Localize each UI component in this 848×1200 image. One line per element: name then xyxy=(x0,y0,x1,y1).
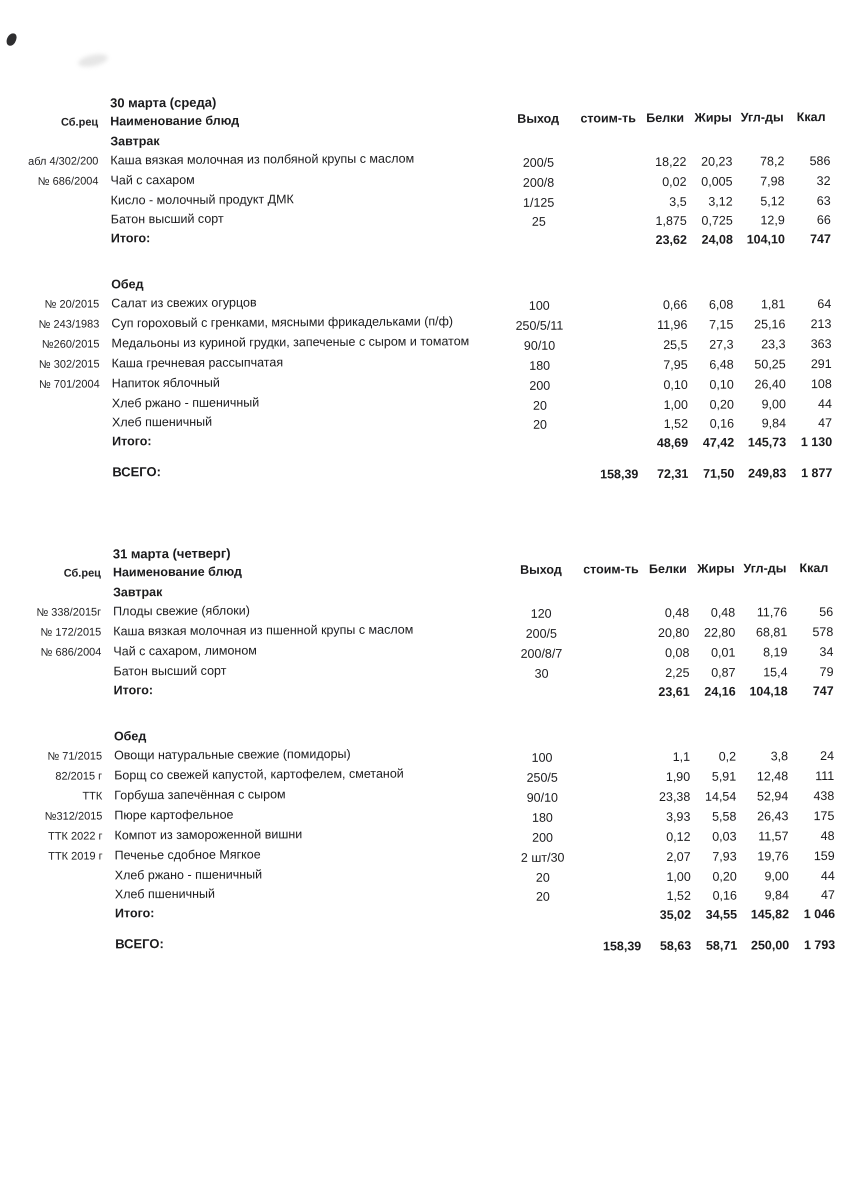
carb-value: 68,81 xyxy=(755,625,788,640)
protein-value: 1,52 xyxy=(666,888,691,903)
recipe-ref: ТТК xyxy=(82,790,103,803)
subtotal-carb: 104,18 xyxy=(749,684,788,699)
fat-value: 6,48 xyxy=(709,357,734,372)
col-header-fat: Жиры xyxy=(694,110,732,125)
subtotal-kcal: 1 130 xyxy=(800,434,833,450)
kcal-value: 48 xyxy=(820,828,835,844)
protein-value: 1,1 xyxy=(672,749,691,764)
col-header-kcal: Ккал xyxy=(799,560,829,576)
carb-value: 50,25 xyxy=(754,357,786,372)
meal-section-title: Обед xyxy=(111,277,144,292)
recipe-ref: абл 4/302/200 xyxy=(28,155,99,168)
recipe-ref xyxy=(13,879,113,880)
fat-value: 7,15 xyxy=(709,317,734,332)
kcal-value: 64 xyxy=(817,296,832,312)
grand-total-row xyxy=(10,458,842,483)
meal-section-title: Обед xyxy=(113,729,147,744)
subtotal-fat: 24,16 xyxy=(704,684,736,699)
carb-value: 9,00 xyxy=(764,869,789,884)
dish-name: Каша вязкая молочная из полбяной крупы с маслом xyxy=(110,151,415,168)
carb-value: 11,76 xyxy=(756,605,788,620)
recipe-ref: № 338/2015г xyxy=(36,606,102,619)
kcal-value: 79 xyxy=(819,664,834,680)
portion-value: 25 xyxy=(531,214,546,229)
col-header-cost: стоим-ть xyxy=(583,562,639,577)
subtotal-label: Итого: xyxy=(110,231,151,246)
portion-value: 200/8/7 xyxy=(520,646,563,661)
portion-value: 20 xyxy=(532,398,547,413)
recipe-ref: № 243/1983 xyxy=(38,318,100,331)
dish-name: Хлеб ржано - пшеничный xyxy=(111,395,260,411)
grand-total-row xyxy=(13,930,845,955)
day-spacer xyxy=(10,478,842,545)
recipe-ref: №260/2015 xyxy=(41,338,100,351)
dish-name: Салат из свежих огурцов xyxy=(111,295,257,311)
dish-name: Батон высший сорт xyxy=(113,663,227,679)
carb-value: 9,84 xyxy=(764,888,789,903)
portion-value: 200/5 xyxy=(522,155,555,170)
day-date: 30 марта (среда) xyxy=(110,94,217,111)
recipe-ref: ТТК 2019 г xyxy=(48,850,103,863)
fat-value: 7,93 xyxy=(712,849,737,864)
fat-value: 5,91 xyxy=(711,769,737,784)
dish-name: Печенье сдобное Мягкое xyxy=(114,847,261,863)
subtotal-protein: 35,02 xyxy=(659,907,692,923)
protein-value: 1,52 xyxy=(663,416,689,432)
protein-value: 0,48 xyxy=(664,605,690,620)
protein-value: 1,90 xyxy=(665,769,691,784)
carb-value: 52,94 xyxy=(756,789,789,804)
portion-value: 90/10 xyxy=(523,338,556,353)
col-header-kcal: Ккал xyxy=(796,110,826,125)
subtotal-protein: 48,69 xyxy=(656,435,689,451)
kcal-value: 56 xyxy=(819,604,834,620)
col-header-out: Выход xyxy=(519,562,562,577)
spacer-cell xyxy=(9,242,109,243)
portion-value: 180 xyxy=(531,810,553,825)
spacer-cell xyxy=(12,694,112,695)
scan-artifact xyxy=(5,32,18,47)
col-header-carb: Угл-ды xyxy=(743,561,787,576)
scan-smudge xyxy=(77,52,109,69)
protein-value: 25,5 xyxy=(663,337,688,353)
spacer-cell xyxy=(8,145,108,146)
spacer-cell xyxy=(13,948,113,949)
menu-day xyxy=(11,540,845,955)
subtotal-carb: 145,73 xyxy=(747,435,787,450)
portion-value: 90/10 xyxy=(526,790,558,805)
recipe-ref: №312/2015 xyxy=(44,810,103,823)
portion-value: 20 xyxy=(533,417,548,432)
fat-value: 27,3 xyxy=(709,337,734,352)
kcal-value: 578 xyxy=(812,624,834,640)
col-header-name: Наименование блюд xyxy=(110,113,240,129)
protein-value: 3,5 xyxy=(669,194,687,209)
carb-value: 1,81 xyxy=(760,297,786,312)
carb-value: 26,40 xyxy=(754,377,786,392)
kcal-value: 66 xyxy=(816,212,831,228)
portion-value: 200 xyxy=(532,830,554,845)
spacer-cell xyxy=(13,917,113,918)
kcal-value: 175 xyxy=(813,808,835,824)
spacer-cell xyxy=(11,596,111,597)
protein-value: 0,66 xyxy=(662,297,688,313)
recipe-ref xyxy=(10,426,110,427)
subtotal-carb: 104,10 xyxy=(746,232,785,247)
dish-name: Каша вязкая молочная из пшенной крупы с маслом xyxy=(113,622,414,639)
fat-value: 0,01 xyxy=(711,645,736,660)
portion-value: 180 xyxy=(529,358,551,373)
kcal-value: 438 xyxy=(813,788,835,804)
dish-name: Компот из замороженной вишни xyxy=(114,827,303,843)
spacer-cell xyxy=(8,107,108,108)
fat-value: 0,03 xyxy=(712,829,737,844)
kcal-value: 44 xyxy=(817,396,832,412)
protein-value: 0,12 xyxy=(666,829,691,844)
col-header-ref: Сб.рец xyxy=(60,116,99,129)
carb-value: 8,19 xyxy=(763,645,788,660)
fat-value: 0,20 xyxy=(709,397,734,412)
recipe-ref xyxy=(12,675,112,676)
dish-name: Кисло - молочный продукт ДМК xyxy=(110,192,294,208)
spacer-cell xyxy=(9,288,109,289)
protein-value: 23,38 xyxy=(658,789,691,805)
kcal-value: 586 xyxy=(809,153,831,169)
protein-value: 0,10 xyxy=(663,377,688,393)
protein-value: 7,95 xyxy=(663,357,688,373)
subtotal-fat: 24,08 xyxy=(701,232,733,247)
portion-value: 20 xyxy=(535,889,550,904)
portion-value: 250/5 xyxy=(526,770,558,785)
kcal-value: 363 xyxy=(810,336,832,352)
grand-total-cost: 158,39 xyxy=(602,939,642,954)
portion-value: 200/8 xyxy=(522,175,555,190)
carb-value: 12,48 xyxy=(756,769,789,784)
portion-value: 250/5/11 xyxy=(515,318,564,333)
fat-value: 0,10 xyxy=(709,377,734,392)
carb-value: 78,2 xyxy=(760,154,785,169)
grand-total-protein: 58,63 xyxy=(659,938,692,954)
recipe-ref: № 302/2015 xyxy=(38,358,100,371)
menu-table xyxy=(8,89,845,955)
table-row xyxy=(8,147,840,172)
fat-value: 22,80 xyxy=(703,625,736,640)
protein-value: 1,00 xyxy=(663,397,688,413)
kcal-value: 63 xyxy=(816,193,831,209)
recipe-ref: 82/2015 г xyxy=(55,770,103,783)
dish-name: Хлеб ржано - пшеничный xyxy=(114,867,263,883)
kcal-value: 44 xyxy=(820,868,835,884)
portion-value: 30 xyxy=(534,666,549,681)
col-header-protein: Белки xyxy=(648,561,687,577)
grand-total-fat: 71,50 xyxy=(703,466,735,481)
day-date: 31 марта (четверг) xyxy=(112,545,231,562)
recipe-ref: № 686/2004 xyxy=(40,646,102,659)
table-row xyxy=(11,598,843,623)
dish-name: Напиток яблочный xyxy=(111,375,220,391)
dish-name: Чай с сахаром, лимоном xyxy=(113,643,257,659)
fat-value: 3,12 xyxy=(708,194,733,209)
grand-total-protein: 72,31 xyxy=(657,466,689,482)
spacer-cell xyxy=(10,476,110,477)
spacer-cell xyxy=(10,445,110,446)
dish-name: Батон высший сорт xyxy=(110,211,224,227)
recipe-ref xyxy=(9,223,109,224)
dish-name: Пюре картофельное xyxy=(114,807,234,823)
protein-value: 11,96 xyxy=(657,317,688,333)
col-header-out: Выход xyxy=(517,111,560,126)
kcal-value: 32 xyxy=(816,173,831,189)
grand-total-label: ВСЕГО: xyxy=(115,936,164,952)
fat-value: 14,54 xyxy=(704,789,737,804)
protein-value: 0,08 xyxy=(665,645,690,660)
fat-value: 0,2 xyxy=(718,749,737,764)
dish-name: Хлеб пшеничный xyxy=(114,886,216,902)
dish-name: Плоды свежие (яблоки) xyxy=(113,603,250,619)
subtotal-kcal: 747 xyxy=(812,683,834,699)
subtotal-protein: 23,62 xyxy=(655,232,687,248)
fat-value: 20,23 xyxy=(701,154,733,169)
kcal-value: 47 xyxy=(818,415,833,431)
kcal-value: 111 xyxy=(815,768,835,784)
fat-value: 0,48 xyxy=(710,605,736,620)
portion-value: 100 xyxy=(528,298,550,313)
portion-value: 100 xyxy=(531,750,553,765)
kcal-value: 213 xyxy=(810,316,832,332)
portion-value: 200 xyxy=(529,378,551,393)
col-header-fat: Жиры xyxy=(697,561,735,576)
dish-name: Чай с сахаром xyxy=(110,172,195,188)
grand-total-cost: 158,39 xyxy=(600,467,639,482)
spacer-cell xyxy=(12,740,112,741)
table-row xyxy=(12,742,844,767)
carb-value: 9,00 xyxy=(761,397,786,412)
dish-name: Овощи натуральные свежие (помидоры) xyxy=(113,746,351,763)
fat-value: 6,08 xyxy=(708,297,734,312)
kcal-value: 159 xyxy=(813,848,835,864)
protein-value: 3,93 xyxy=(666,809,691,824)
meal-section-title: Завтрак xyxy=(110,134,160,149)
subtotal-protein: 23,61 xyxy=(658,684,690,700)
protein-value: 0,02 xyxy=(662,174,687,190)
portion-value: 1/125 xyxy=(522,195,555,210)
grand-total-kcal: 1 877 xyxy=(801,465,833,481)
grand-total-fat: 58,71 xyxy=(705,938,738,953)
protein-value: 18,22 xyxy=(655,154,687,170)
grand-total-carb: 250,00 xyxy=(750,938,790,953)
kcal-value: 291 xyxy=(810,356,832,372)
dish-name: Борщ со свежей капустой, картофелем, сметаной xyxy=(114,766,404,783)
portion-value: 120 xyxy=(530,606,552,621)
subtotal-kcal: 747 xyxy=(809,231,831,247)
dish-name: Каша гречневая рассыпчатая xyxy=(111,355,284,371)
carb-value: 19,76 xyxy=(757,849,789,864)
carb-value: 5,12 xyxy=(760,194,785,209)
fat-value: 5,58 xyxy=(712,809,737,824)
fat-value: 0,20 xyxy=(712,869,737,884)
carb-value: 25,16 xyxy=(754,317,786,332)
carb-value: 26,43 xyxy=(757,809,789,824)
col-header-name: Наименование блюд xyxy=(112,564,242,580)
subtotal-carb: 145,82 xyxy=(750,907,790,922)
carb-value: 7,98 xyxy=(760,174,785,189)
table-row xyxy=(9,290,841,315)
col-header-carb: Угл-ды xyxy=(740,110,784,125)
recipe-ref: № 20/2015 xyxy=(44,298,100,311)
kcal-value: 47 xyxy=(820,887,835,903)
protein-value: 1,00 xyxy=(666,869,691,884)
dish-name: Медальоны из куриной грудки, запеченые с сыром и томатом xyxy=(111,334,470,351)
meal-section-title: Завтрак xyxy=(113,585,163,600)
recipe-ref: № 71/2015 xyxy=(47,750,103,763)
fat-value: 0,16 xyxy=(709,416,735,431)
fat-value: 0,87 xyxy=(711,665,736,680)
fat-value: 0,005 xyxy=(701,174,733,189)
portion-value: 200/5 xyxy=(525,626,557,641)
carb-value: 23,3 xyxy=(761,337,786,352)
subtotal-label: Итого: xyxy=(112,434,152,449)
carb-value: 9,84 xyxy=(761,416,787,431)
grand-total-carb: 249,83 xyxy=(748,466,787,481)
protein-value: 20,80 xyxy=(657,625,690,641)
protein-value: 2,07 xyxy=(666,849,691,864)
protein-value: 2,25 xyxy=(665,665,690,680)
recipe-ref xyxy=(10,407,110,408)
recipe-ref xyxy=(13,898,113,899)
carb-value: 3,8 xyxy=(770,749,789,764)
dish-name: Суп гороховый с гренками, мясными фрикадельками (п/ф) xyxy=(111,314,454,331)
portion-value: 20 xyxy=(535,870,550,885)
col-header-protein: Белки xyxy=(646,110,685,126)
carb-value: 11,57 xyxy=(758,829,789,844)
subtotal-fat: 34,55 xyxy=(705,907,738,922)
recipe-ref: № 172/2015 xyxy=(40,626,102,639)
grand-total-kcal: 1 793 xyxy=(803,937,836,953)
subtotal-label: Итого: xyxy=(113,683,154,698)
col-header-cost: стоим-ть xyxy=(580,111,636,126)
recipe-ref: № 701/2004 xyxy=(38,378,100,391)
protein-value: 1,875 xyxy=(655,213,687,229)
kcal-value: 108 xyxy=(810,376,832,392)
subtotal-kcal: 1 046 xyxy=(803,906,836,922)
dish-name: Горбуша запечённая с сыром xyxy=(114,787,286,803)
spacer-cell xyxy=(11,558,111,559)
portion-value: 2 шт/30 xyxy=(520,850,565,865)
recipe-ref: ТТК 2022 г xyxy=(48,830,103,843)
fat-value: 0,16 xyxy=(712,888,737,903)
fat-value: 0,725 xyxy=(701,213,733,228)
carb-value: 15,4 xyxy=(763,665,788,680)
kcal-value: 24 xyxy=(820,748,835,764)
recipe-ref: № 686/2004 xyxy=(37,175,99,188)
col-header-ref: Сб.рец xyxy=(63,567,101,580)
recipe-ref xyxy=(9,204,109,205)
kcal-value: 34 xyxy=(819,644,834,660)
subtotal-label: Итого: xyxy=(114,906,155,921)
grand-total-label: ВСЕГО: xyxy=(112,464,161,480)
carb-value: 12,9 xyxy=(760,213,785,228)
subtotal-fat: 47,42 xyxy=(702,435,735,450)
menu-day xyxy=(8,89,842,483)
dish-name: Хлеб пшеничный xyxy=(111,414,213,430)
